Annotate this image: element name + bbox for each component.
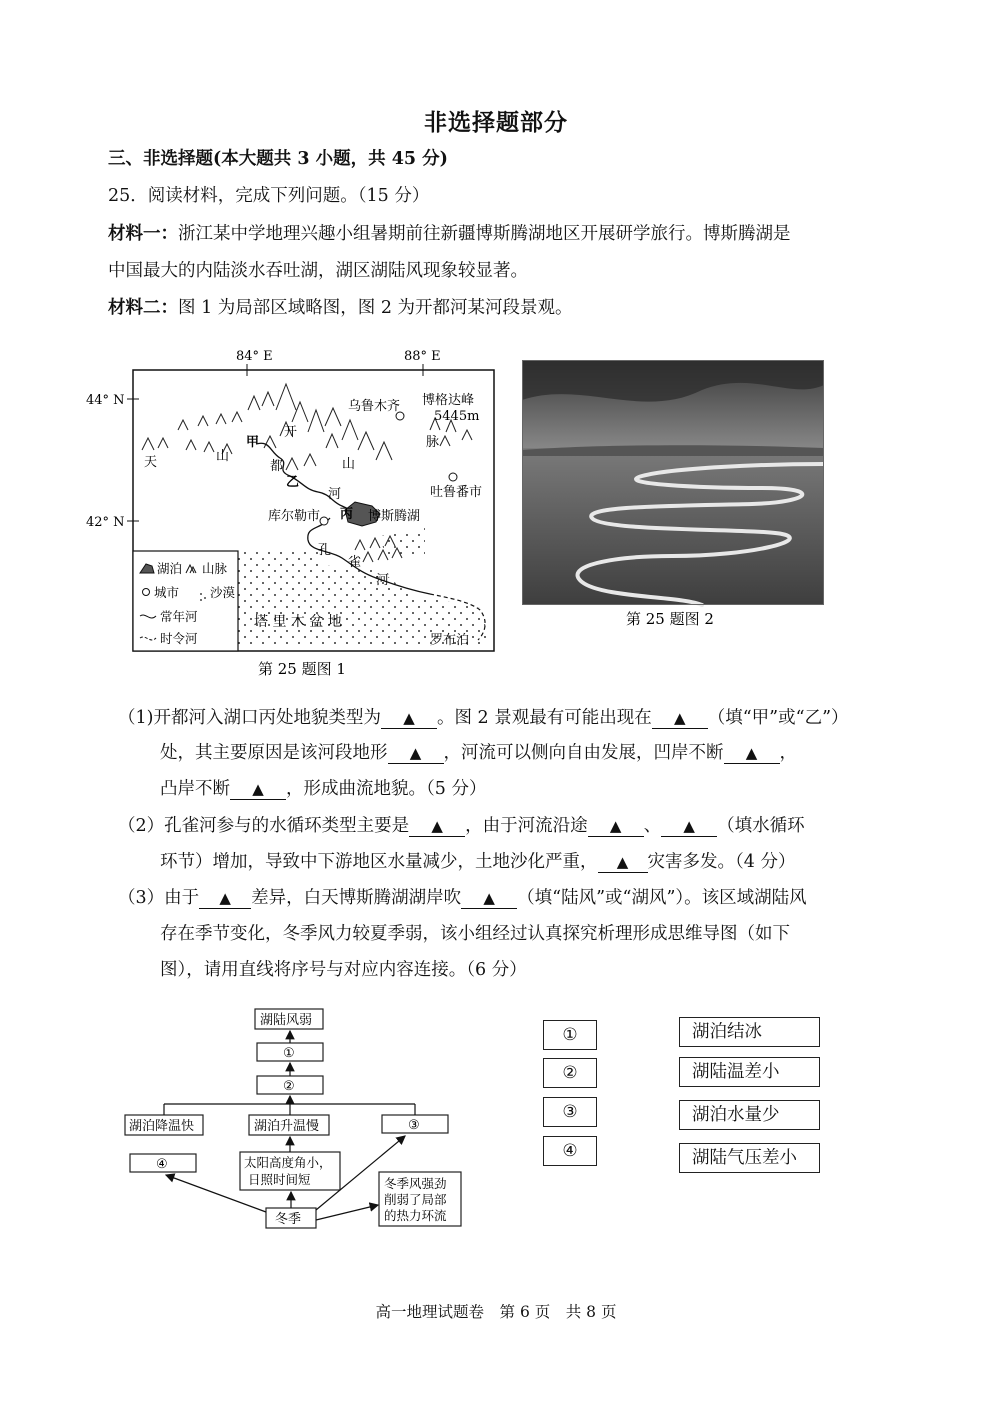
mm-sun1: 太阳高度角小， xyxy=(244,1155,332,1170)
bing-label: 丙 xyxy=(340,507,354,522)
q3-line2: 存在季节变化，冬季风力较夏季弱，该小组经过认真探究析理形成思维导图（如下 xyxy=(160,924,790,944)
mm-wind3: 的热力环流 xyxy=(384,1208,447,1223)
q3-line3: 图），请用直线将序号与对应内容连接。（6 分） xyxy=(160,960,527,980)
match-item-4[interactable]: 湖陆气压差小 xyxy=(679,1143,820,1173)
q3-line1: （3）由于 ▲ 差异，白天博斯腾湖湖岸吹 ▲ （填“陆风”或“湖风”）。该区域湖陆风 xyxy=(118,888,807,908)
material1-line2: 中国最大的内陆淡水吞吐湖，湖区湖陆风现象较显著。 xyxy=(108,261,528,281)
q2-blank2[interactable]: ▲ xyxy=(588,816,644,837)
he2-label: 河 xyxy=(376,573,390,588)
urumqi-label: 乌鲁木齐 xyxy=(348,399,401,414)
legend-seasonal: 时令河 xyxy=(160,631,198,646)
mm-n4: ④ xyxy=(156,1157,168,1172)
section-heading: 三、非选择题(本大题共 3 小题，共 45 分) xyxy=(108,149,448,169)
match-item-2[interactable]: 湖陆温差小 xyxy=(679,1057,820,1087)
mm-top: 湖陆风弱 xyxy=(260,1013,313,1028)
photo-caption: 第 25 题图 2 xyxy=(626,610,714,628)
q1-blank2[interactable]: ▲ xyxy=(652,708,708,729)
lat-44-label: 44° N xyxy=(86,393,125,408)
kai-label: 开 xyxy=(284,425,298,440)
q1-line1: （1)开都河入湖口丙处地貌类型为 ▲ 。图 2 景观最有可能出现在 ▲ （填“甲”或“乙”） xyxy=(118,708,849,728)
shan2-label: 山 xyxy=(342,457,356,472)
q2-line1: （2）孔雀河参与的水循环类型主要是 ▲ ，由于河流沿途 ▲ 、 ▲ （填水循环 xyxy=(118,816,805,836)
q3-blank1[interactable]: ▲ xyxy=(199,888,251,909)
legend-desert: 沙漠 xyxy=(210,585,236,600)
match-num-1[interactable]: ① xyxy=(543,1020,597,1050)
mm-right: ③ xyxy=(408,1118,420,1133)
legend-city-symbol xyxy=(143,589,150,596)
match-num-3[interactable]: ③ xyxy=(543,1097,597,1127)
mai-label: 脉 xyxy=(426,435,440,450)
match-num-2[interactable]: ② xyxy=(543,1058,597,1088)
match-item-1[interactable]: 湖泊结冰 xyxy=(679,1017,820,1047)
bogda-height: 5445m xyxy=(434,409,480,424)
lon-84-label: 84° E xyxy=(236,349,273,364)
jia-label: 甲 xyxy=(246,435,260,450)
mm-n2: ② xyxy=(283,1079,295,1094)
material2-line xyxy=(108,296,573,320)
korla-city xyxy=(320,517,328,525)
korla-label: 库尔勒市 xyxy=(268,509,321,524)
q1-blank1[interactable]: ▲ xyxy=(381,708,437,729)
map-caption: 第 25 题图 1 xyxy=(258,660,346,678)
he1-label: 河 xyxy=(328,487,342,502)
region-map xyxy=(80,340,510,685)
material1-label: 材料一： xyxy=(108,224,178,244)
mm-wind2: 削弱了局部 xyxy=(384,1192,447,1207)
mm-sun2: 日照时间短 xyxy=(248,1172,311,1187)
lat-42-label: 42° N xyxy=(86,515,125,530)
match-item-3[interactable]: 湖泊水量少 xyxy=(679,1100,820,1130)
q2-blank4[interactable]: ▲ xyxy=(598,852,648,873)
turpan-city xyxy=(449,473,457,481)
q1-blank4[interactable]: ▲ xyxy=(724,743,780,764)
yi-label: 乙 xyxy=(286,475,300,490)
material1-text: 浙江某中学地理兴趣小组暑期前往新疆博斯腾湖地区开展研学旅行。博斯腾湖是 xyxy=(178,224,791,244)
q1-blank5[interactable]: ▲ xyxy=(230,779,286,800)
turpan-label: 吐鲁番市 xyxy=(430,485,483,500)
legend-perennial: 常年河 xyxy=(160,609,198,624)
bogda-label: 博格达峰 xyxy=(422,393,475,408)
q1-line3: 凸岸不断 ▲ ，形成曲流地貌。（5 分） xyxy=(160,779,487,799)
legend-mountain: 山脉 xyxy=(202,561,228,576)
q1-line2: 处，其主要原因是该河段地形 ▲ ，河流可以侧向自由发展，凹岸不断 ▲ ， xyxy=(160,743,797,763)
mm-winter: 冬季 xyxy=(275,1212,302,1227)
page-title: 非选择题部分 xyxy=(424,110,568,136)
shan1-label: 山 xyxy=(216,449,230,464)
tian-label: 天 xyxy=(144,455,158,470)
mind-map xyxy=(120,1000,470,1235)
mm-mid: 湖泊升温慢 xyxy=(254,1119,320,1134)
tarim-label: 塔 里 木 盆 地 xyxy=(254,614,342,630)
question-intro: 25．阅读材料，完成下列问题。（15 分） xyxy=(108,186,430,206)
que-label: 雀 xyxy=(348,555,362,570)
material2-text: 图 1 为局部区域略图，图 2 为开都河某河段景观。 xyxy=(178,298,573,318)
q2-line2: 环节）增加，导致中下游地区水量减少，土地沙化严重， ▲ 灾害多发。（4 分） xyxy=(160,852,796,872)
mm-n1: ① xyxy=(283,1046,295,1061)
material1-line1 xyxy=(108,222,791,246)
q1-blank3[interactable]: ▲ xyxy=(388,743,444,764)
q2-blank1[interactable]: ▲ xyxy=(409,816,465,837)
meander-photo xyxy=(522,360,824,645)
page-footer: 高一地理试题卷 第 6 页 共 8 页 xyxy=(375,1303,617,1321)
match-num-4[interactable]: ④ xyxy=(543,1136,597,1166)
mm-wind1: 冬季风强劲 xyxy=(384,1176,447,1191)
mm-left: 湖泊降温快 xyxy=(129,1119,195,1134)
bosten-label: 博斯腾湖 xyxy=(368,509,421,524)
material2-label: 材料二： xyxy=(108,298,178,318)
q3-blank2[interactable]: ▲ xyxy=(461,888,517,909)
lon-88-label: 88° E xyxy=(404,349,441,364)
legend-city: 城市 xyxy=(154,585,180,600)
legend-lake: 湖泊 xyxy=(157,561,183,576)
kong-label: 孔 xyxy=(318,543,332,558)
du-label: 都 xyxy=(270,459,284,474)
q2-blank3[interactable]: ▲ xyxy=(661,816,717,837)
lop-label: 罗布泊 xyxy=(430,633,470,648)
